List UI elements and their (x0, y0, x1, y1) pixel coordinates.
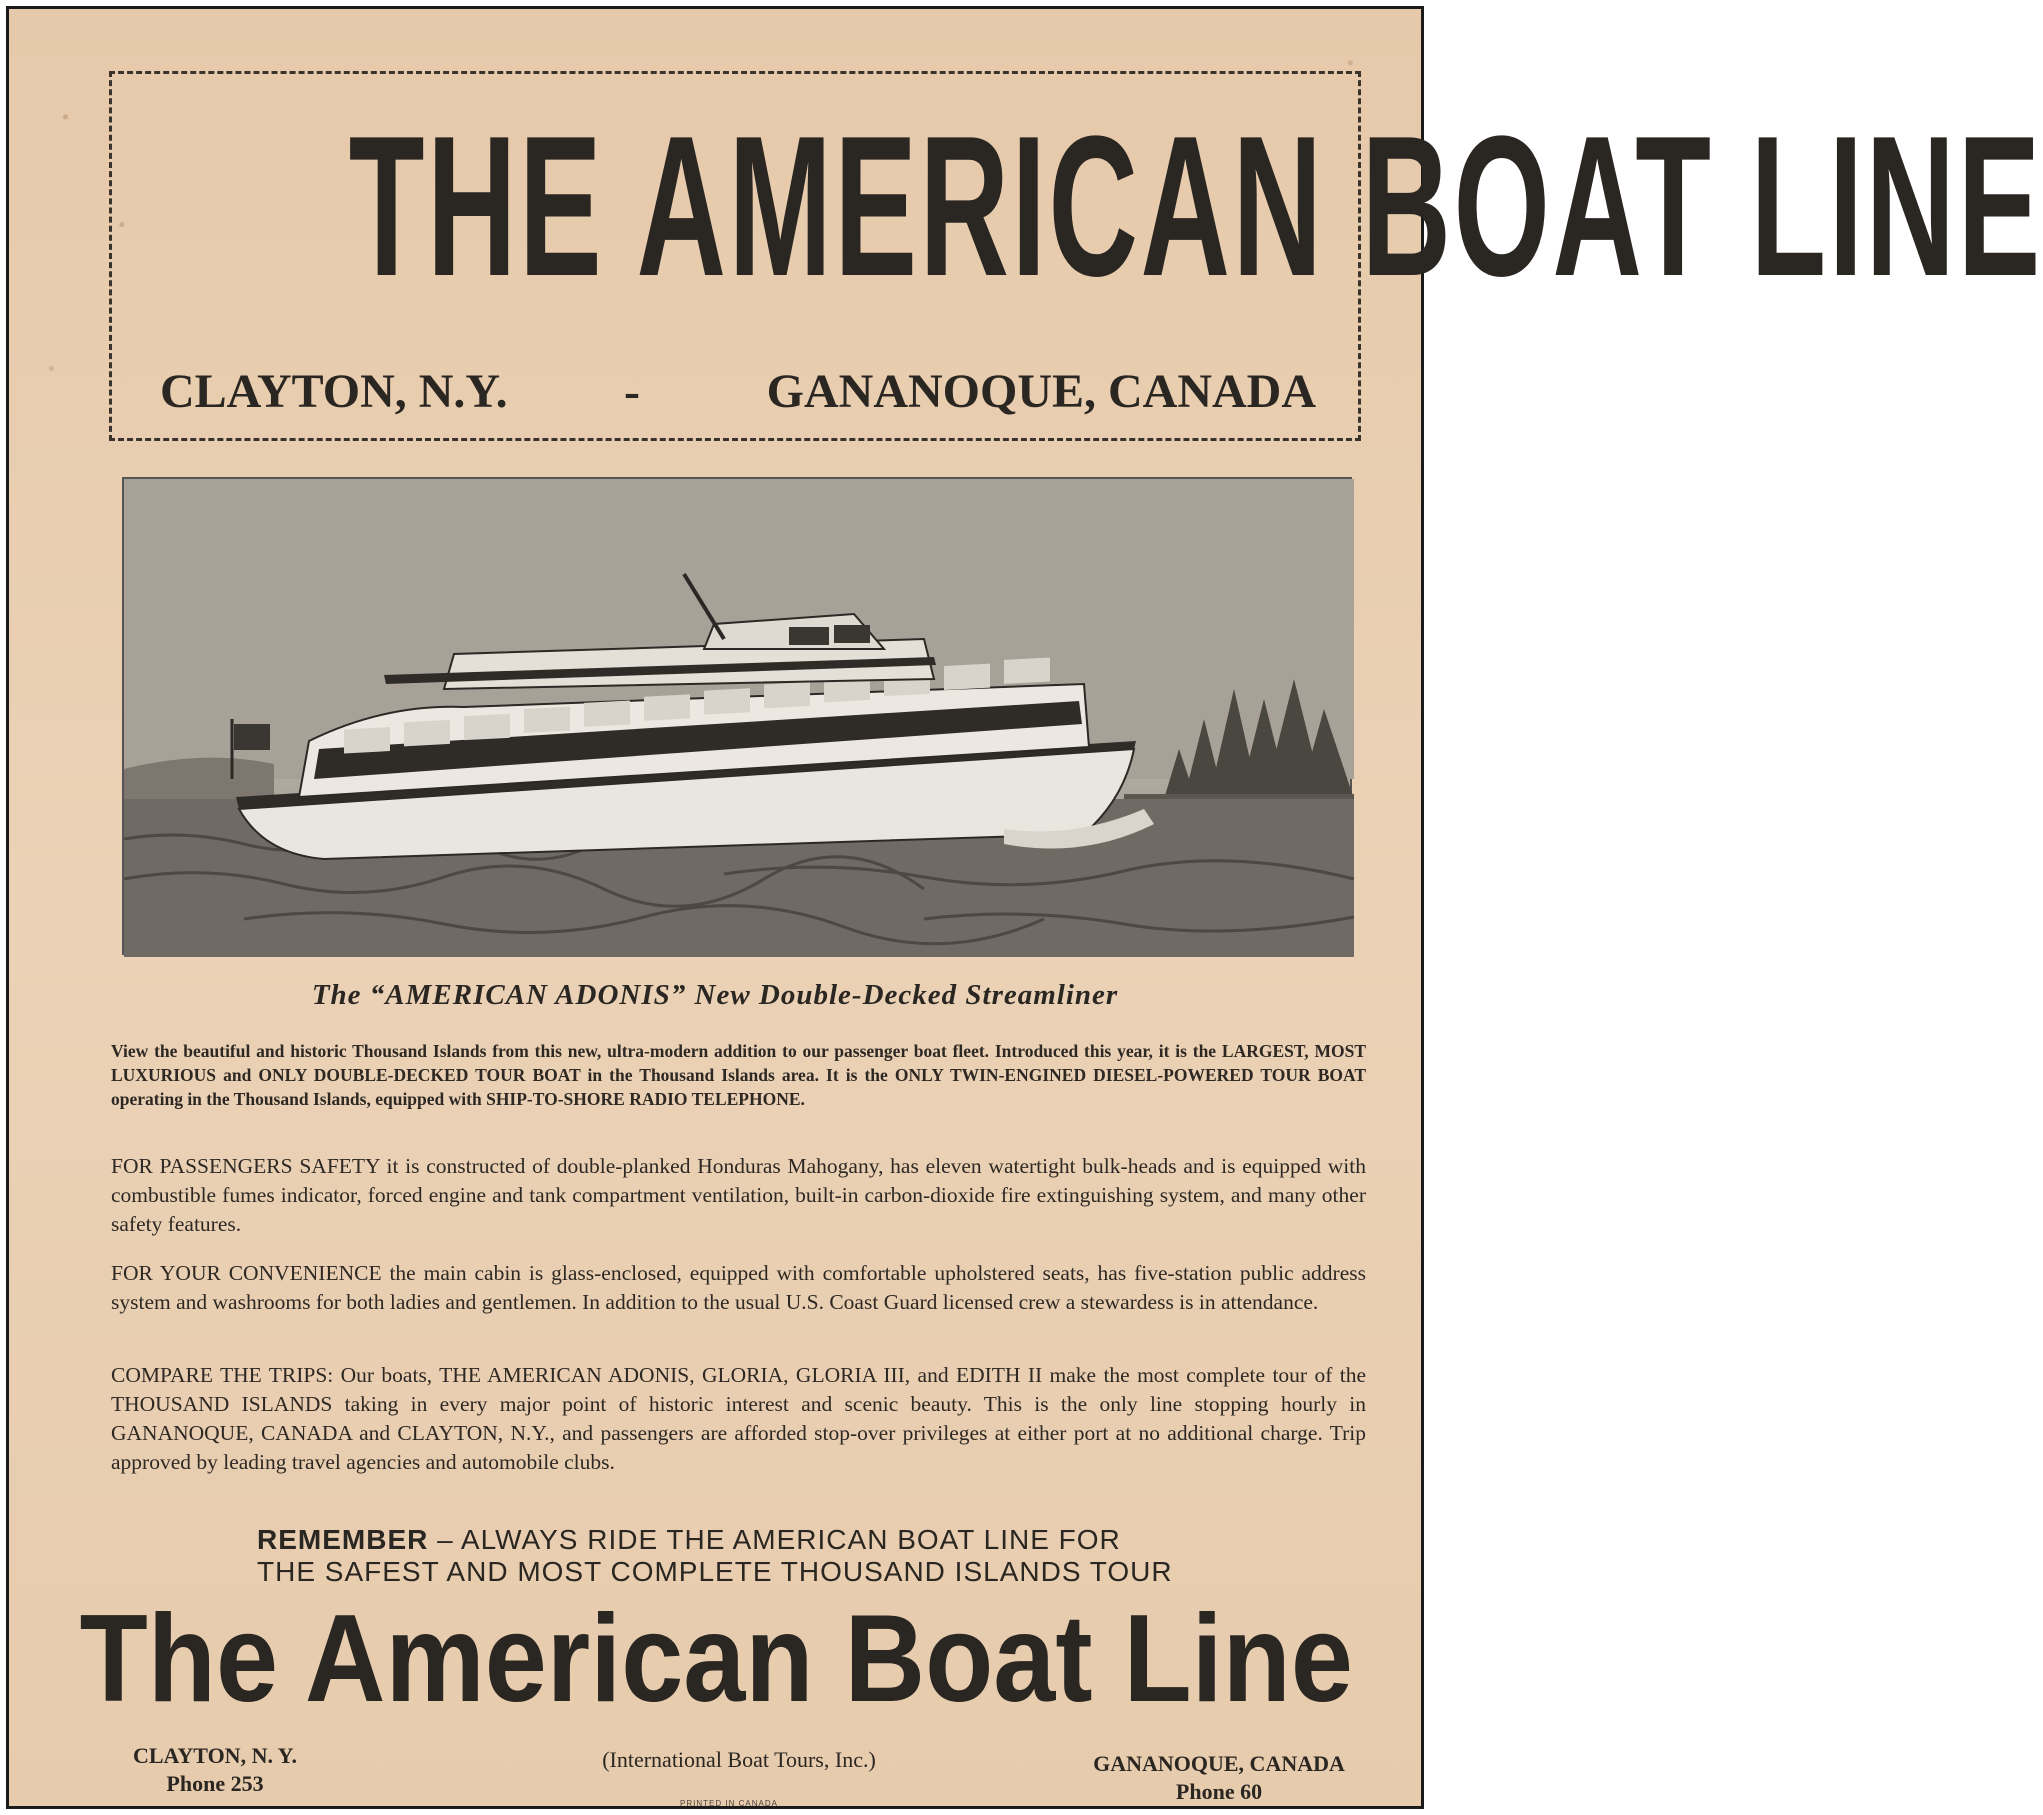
printed-note: PRINTED IN CANADA (680, 1799, 778, 1808)
convenience-paragraph: FOR YOUR CONVENIENCE the main cabin is glass-enclosed, equipped with comfortable upholstered seats, has five-station public address system and washrooms for both ladies and gentlemen. In addition to the usual U.S. Coast Guard licensed crew a stewardess is in attendance. (111, 1261, 1366, 1314)
footer-right (1069, 1750, 1369, 1806)
boat-photo (122, 477, 1352, 955)
poster-title: THE AMERICAN BOAT LINE (348, 95, 2043, 318)
poster (6, 6, 2043, 1809)
footer-right-phone: Phone 60 (1175, 1779, 1263, 1804)
remember-line-1-text: – ALWAYS RIDE THE AMERICAN BOAT LINE FOR (428, 1524, 1121, 1555)
remember-lead: REMEMBER (257, 1524, 429, 1555)
footer-left-phone: Phone 253 (166, 1771, 264, 1796)
footer-left (105, 1742, 325, 1798)
footer-left-city: CLAYTON, N. Y. (132, 1743, 298, 1768)
remember-block (257, 1524, 1173, 1588)
photo-caption: The “AMERICAN ADONIS” New Double-Decked Streamliner (311, 979, 1119, 1011)
remember-line-2: THE SAFEST AND MOST COMPLETE THOUSAND ISLANDS TOUR (257, 1556, 1173, 1587)
footer-title: The American Boat Line (79, 1590, 1353, 1728)
location-right: GANANOQUE, CANADA (766, 365, 1316, 418)
safety-paragraph: FOR PASSENGERS SAFETY it is constructed of double-planked Honduras Mahogany, has eleven watertight bulk-heads and is equipped with combustible fumes indicator, forced engine and tank compartment ventilation, built-in carbon-dioxide fire extinguishing system, and many other safety features. (111, 1154, 1366, 1236)
header-box (109, 71, 2043, 441)
remember-line-1 (257, 1524, 1173, 1556)
footer-right-city: GANANOQUE, CANADA (1093, 1751, 1345, 1776)
footer-company: (International Boat Tours, Inc.) (602, 1747, 876, 1772)
intro-paragraph: View the beautiful and historic Thousand Islands from this new, ultra-modern addition to our passenger boat fleet. Introduced this year, it is the LARGEST, MOST LUXURIOUS and ONLY DOUBLE-DECKED TOUR BOAT in the Thousand Islands area. It is the ONLY TWIN-ENGINED DIESEL-POWERED TOUR BOAT operating in the Thousand Islands, equipped with SHIP-TO-SHORE RADIO TELEPHONE. (111, 1041, 1366, 1109)
compare-paragraph: COMPARE THE TRIPS: Our boats, THE AMERICAN ADONIS, GLORIA, GLORIA III, and EDITH II make the most complete tour of the THOUSAND ISLANDS taking in every major point of historic interest and scenic beauty. This is the only line stopping hourly in GANANOQUE, CANADA and CLAYTON, N.Y., and passengers are afforded stop-over privileges at either port at no additional charge. Trip approved by leading travel agencies and automobile clubs. (111, 1363, 1366, 1474)
location-separator: - (624, 365, 640, 418)
boat-illustration (124, 479, 1354, 957)
location-left: CLAYTON, N.Y. (160, 365, 508, 418)
